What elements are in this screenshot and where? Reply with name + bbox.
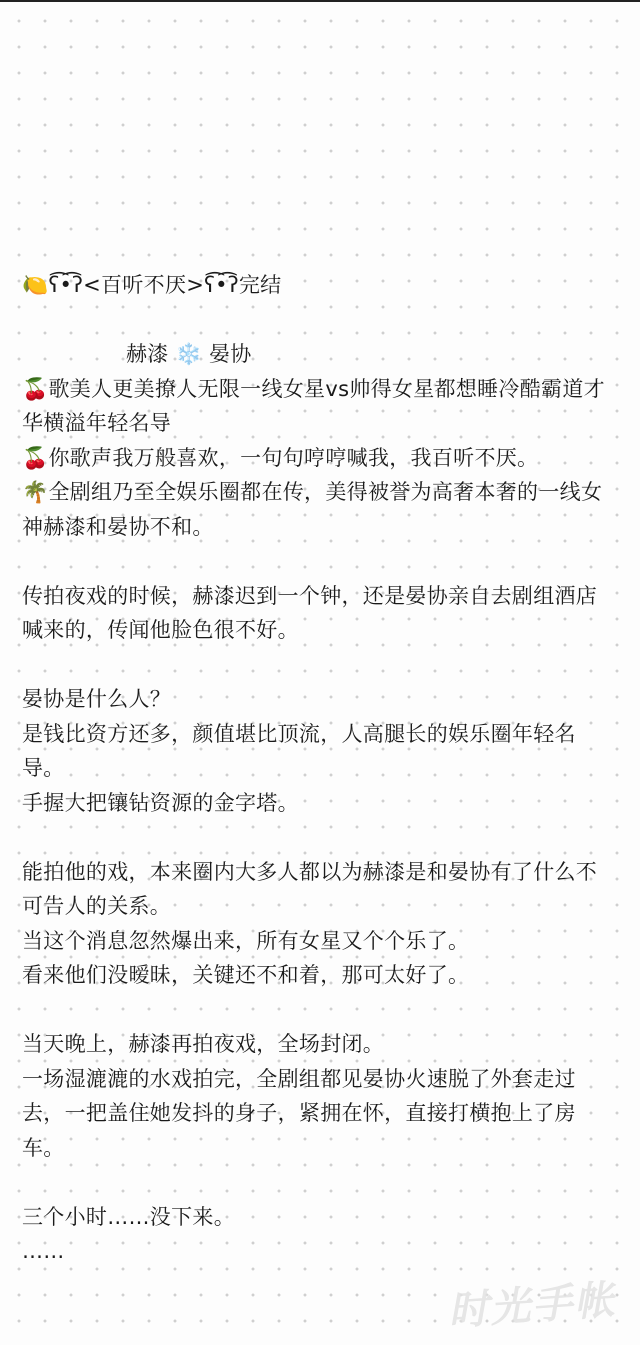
paragraph-line: 能拍他的戏，本来圈内大多人都以为赫漆是和晏协有了什么不可告人的关系。 (22, 859, 598, 918)
paragraph-line: 当天晚上，赫漆再拍夜戏，全场封闭。 (22, 1032, 385, 1056)
paragraph-line: 手握大把镶钻资源的金字塔。 (22, 790, 299, 815)
paragraph-line: 一场湿漉漉的水戏拍完，全剧组都见晏协火速脱了外套走过去，一把盖住她发抖的身子，紧拥在怀，直接打横抱上了房车。 (22, 1066, 576, 1160)
paragraph-line: 传拍夜戏的时候，赫漆迟到一个钟，还是晏协亲自去剧组酒店喊来的，传闻他脸色很不好。 (22, 583, 598, 642)
blank-line (22, 303, 618, 338)
summary-line: 🌴全剧组乃至全娱乐圈都在传，美得被誉为高奢本奢的一线女神赫漆和晏协不和。 (22, 480, 603, 539)
blank-line (22, 544, 618, 579)
paragraph-line: 是钱比资方还多，颜值堪比顶流，人高腿长的娱乐圈年轻名导。 (22, 721, 576, 780)
paragraph-line: 当这个消息忽然爆出来，所有女星又个个乐了。 (22, 928, 470, 953)
top-border (0, 0, 640, 2)
blank-line (22, 648, 618, 683)
blank-line (22, 1165, 618, 1200)
couple-names-line: 赫漆 ❄️ 晏协 (126, 342, 252, 366)
ellipsis-line: …… (22, 1239, 65, 1263)
watermark-logo: 时光手帐 (446, 1277, 618, 1335)
paragraph-line: 晏协是什么人？ (22, 687, 172, 711)
summary-line: 🍒你歌声我万般喜欢，一句句哼哼喊我，我百听不厌。 (22, 445, 539, 470)
paragraph-line: 看来他们没暧昧，关键还不和着，那可太好了。 (22, 963, 470, 987)
summary-line: 🍒歌美人更美撩人无限一线女星vs帅得女星都想睡冷酷霸道才华横溢年轻名导 (22, 376, 605, 435)
note-body (22, 268, 618, 1269)
blank-line (22, 820, 618, 855)
paragraph-line: 三个小时……没下来。 (22, 1204, 235, 1229)
title-line: 🍋ʕ͡•͡ʔ<百听不厌>ʕ͡•͡ʔ完结 (22, 273, 282, 297)
blank-line (22, 993, 618, 1028)
